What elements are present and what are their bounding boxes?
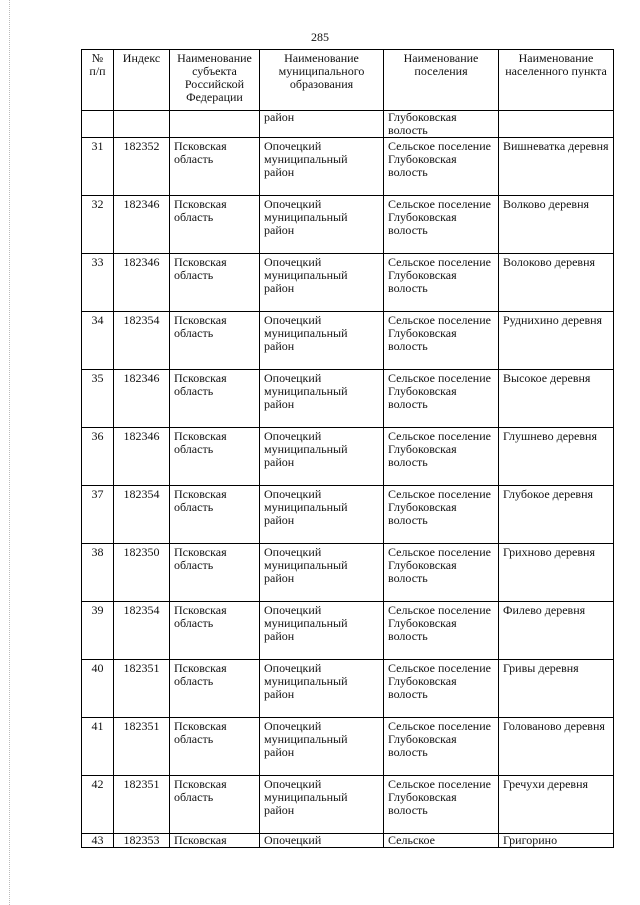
cell-municipality: Опочецкий xyxy=(260,834,384,848)
cell-locality: Филево деревня xyxy=(499,602,614,660)
table-row xyxy=(82,312,614,370)
cell-num: 36 xyxy=(82,428,114,486)
cell-subject: Псковская область xyxy=(170,254,260,312)
cell-municipality: Опочецкий муниципальный район xyxy=(260,196,384,254)
cell-settlement: Сельское поселение Глубоковская волость xyxy=(384,254,499,312)
cell-index: 182346 xyxy=(114,196,170,254)
cell-subject: Псковская область xyxy=(170,196,260,254)
cell-settlement: Сельское xyxy=(384,834,499,848)
cell-index: 182354 xyxy=(114,312,170,370)
cell-municipality: Опочецкий муниципальный район xyxy=(260,544,384,602)
cell-municipality: Опочецкий муниципальный район xyxy=(260,776,384,834)
settlements-table xyxy=(81,49,614,848)
header-subject: Наименование субъекта Российской Федерации xyxy=(170,50,260,111)
table-row xyxy=(82,718,614,776)
table-row xyxy=(82,602,614,660)
cell-subject xyxy=(170,111,260,138)
cell-num: 41 xyxy=(82,718,114,776)
cell-settlement: Сельское поселение Глубоковская волость xyxy=(384,718,499,776)
header-municipality: Наименование муниципального образования xyxy=(260,50,384,111)
cell-num: 43 xyxy=(82,834,114,848)
cell-locality: Вишневатка деревня xyxy=(499,138,614,196)
cell-num: 33 xyxy=(82,254,114,312)
cell-subject: Псковская область xyxy=(170,486,260,544)
cell-locality: Голованово деревня xyxy=(499,718,614,776)
cell-subject: Псковская область xyxy=(170,138,260,196)
header-num: № п/п xyxy=(82,50,114,111)
cell-num xyxy=(82,111,114,138)
header-index: Индекс xyxy=(114,50,170,111)
table-row-continuation xyxy=(82,111,614,138)
cell-settlement: Сельское поселение Глубоковская волость xyxy=(384,196,499,254)
cell-num: 37 xyxy=(82,486,114,544)
cell-municipality: Опочецкий муниципальный район xyxy=(260,602,384,660)
table-row xyxy=(82,196,614,254)
table-header-row xyxy=(82,50,614,111)
table-row xyxy=(82,254,614,312)
cell-locality: Руднихино деревня xyxy=(499,312,614,370)
cell-num: 42 xyxy=(82,776,114,834)
page-number: 285 xyxy=(311,30,329,44)
table-row xyxy=(82,370,614,428)
table-row-partial xyxy=(82,834,614,848)
cell-subject: Псковская область xyxy=(170,776,260,834)
cell-settlement: Сельское поселение Глубоковская волость xyxy=(384,602,499,660)
cell-locality: Глубокое деревня xyxy=(499,486,614,544)
cell-municipality: Опочецкий муниципальный район xyxy=(260,486,384,544)
cell-subject: Псковская xyxy=(170,834,260,848)
cell-locality: Глушнево деревня xyxy=(499,428,614,486)
cell-locality: Грихново деревня xyxy=(499,544,614,602)
cell-index: 182353 xyxy=(114,834,170,848)
cell-index: 182346 xyxy=(114,370,170,428)
cell-municipality: Опочецкий муниципальный район xyxy=(260,428,384,486)
table-row xyxy=(82,660,614,718)
cell-municipality: район xyxy=(260,111,384,138)
cell-locality xyxy=(499,111,614,138)
table-row xyxy=(82,544,614,602)
cell-index: 182346 xyxy=(114,254,170,312)
cell-subject: Псковская область xyxy=(170,312,260,370)
cell-locality: Высокое деревня xyxy=(499,370,614,428)
cell-index: 182354 xyxy=(114,602,170,660)
table-row xyxy=(82,776,614,834)
cell-subject: Псковская область xyxy=(170,544,260,602)
cell-locality: Волково деревня xyxy=(499,196,614,254)
cell-index xyxy=(114,111,170,138)
cell-settlement: Сельское поселение Глубоковская волость xyxy=(384,486,499,544)
cell-index: 182351 xyxy=(114,660,170,718)
cell-settlement: Сельское поселение Глубоковская волость xyxy=(384,312,499,370)
table-row xyxy=(82,138,614,196)
cell-locality: Гречухи деревня xyxy=(499,776,614,834)
cell-municipality: Опочецкий муниципальный район xyxy=(260,370,384,428)
cell-subject: Псковская область xyxy=(170,718,260,776)
cell-index: 182352 xyxy=(114,138,170,196)
table-row xyxy=(82,486,614,544)
cell-num: 39 xyxy=(82,602,114,660)
cell-municipality: Опочецкий муниципальный район xyxy=(260,718,384,776)
cell-settlement: Сельское поселение Глубоковская волость xyxy=(384,370,499,428)
cell-index: 182346 xyxy=(114,428,170,486)
cell-settlement: Сельское поселение Глубоковская волость xyxy=(384,138,499,196)
cell-municipality: Опочецкий муниципальный район xyxy=(260,660,384,718)
cell-municipality: Опочецкий муниципальный район xyxy=(260,138,384,196)
header-locality: Наименование населенного пункта xyxy=(499,50,614,111)
cell-municipality: Опочецкий муниципальный район xyxy=(260,254,384,312)
cell-settlement: Сельское поселение Глубоковская волость xyxy=(384,660,499,718)
cell-subject: Псковская область xyxy=(170,602,260,660)
cell-settlement: Сельское поселение Глубоковская волость xyxy=(384,428,499,486)
cell-locality: Гривы деревня xyxy=(499,660,614,718)
cell-num: 34 xyxy=(82,312,114,370)
cell-num: 31 xyxy=(82,138,114,196)
cell-locality: Григорино xyxy=(499,834,614,848)
cell-num: 35 xyxy=(82,370,114,428)
cell-num: 40 xyxy=(82,660,114,718)
cell-index: 182351 xyxy=(114,718,170,776)
cell-subject: Псковская область xyxy=(170,660,260,718)
header-settlement: Наименование поселения xyxy=(384,50,499,111)
cell-locality: Волоково деревня xyxy=(499,254,614,312)
cell-subject: Псковская область xyxy=(170,370,260,428)
cell-settlement: Глубоковская волость xyxy=(384,111,499,138)
cell-municipality: Опочецкий муниципальный район xyxy=(260,312,384,370)
scan-edge-line xyxy=(9,0,11,905)
cell-num: 32 xyxy=(82,196,114,254)
cell-index: 182354 xyxy=(114,486,170,544)
table-row xyxy=(82,428,614,486)
cell-subject: Псковская область xyxy=(170,428,260,486)
cell-settlement: Сельское поселение Глубоковская волость xyxy=(384,544,499,602)
cell-settlement: Сельское поселение Глубоковская волость xyxy=(384,776,499,834)
cell-index: 182350 xyxy=(114,544,170,602)
cell-num: 38 xyxy=(82,544,114,602)
cell-index: 182351 xyxy=(114,776,170,834)
